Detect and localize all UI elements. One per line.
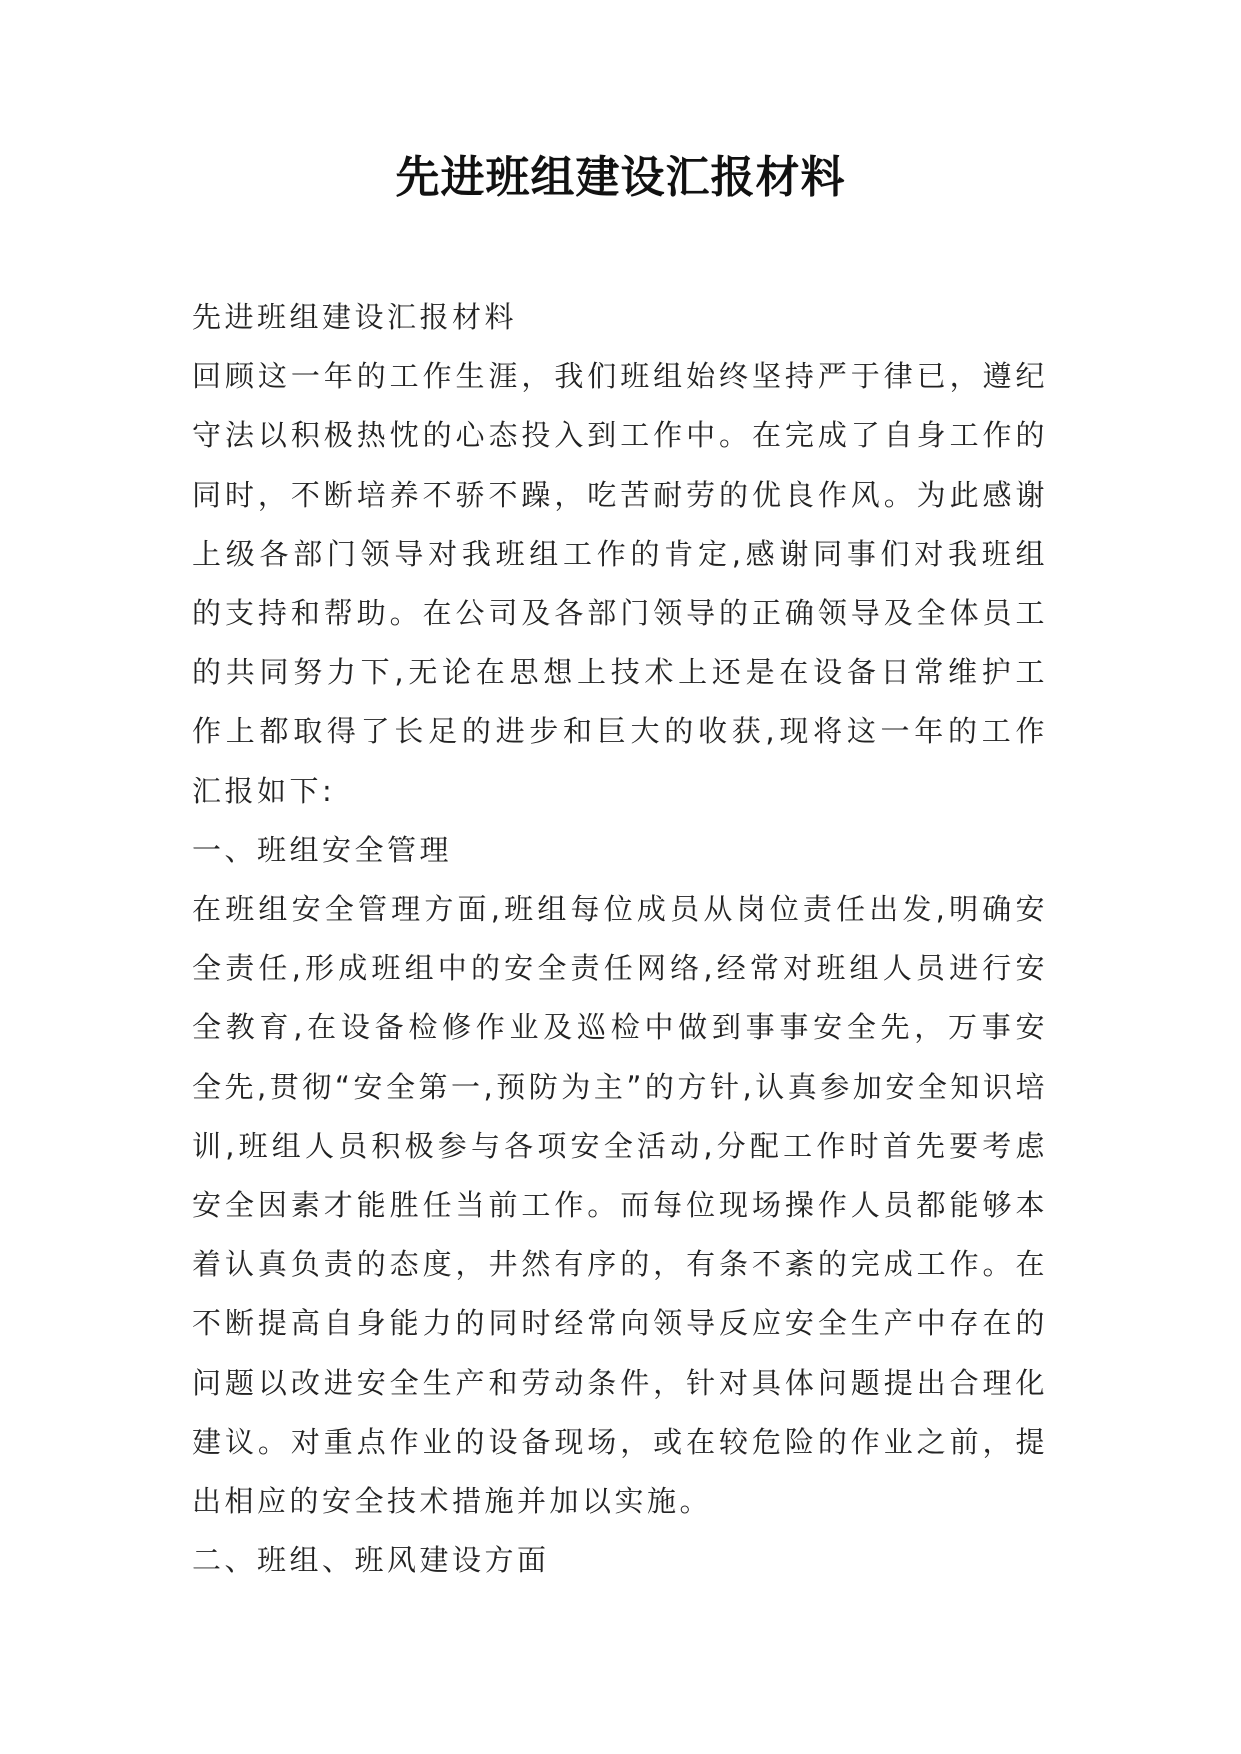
section-heading-team-style: 二、班组、班风建设方面 [192,1543,550,1578]
subtitle-line: 先进班组建设汇报材料 [192,300,518,334]
section-heading-safety: 一、班组安全管理 [192,832,453,867]
document-title: 先进班组建设汇报材料 [395,152,846,203]
intro-paragraph: 回顾这一年的工作生涯，我们班组始终坚持严于律已，遵纪守法以积极热忱的心态投入到工作中。在完成了自身工作的同时，不断培养不骄不躁，吃苦耐劳的优良作风。为此感谢上级各部门领导对我班组工作的肯定,感谢同事们对我班组的支持和帮助。在公司及各部门领导的正确领导及全体员工的共同努力下,无论在思想上技术上还是在设备日常维护工作上都取得了长足的进步和巨大的收获,现将这一年的工作汇报如下: [192,359,1048,808]
safety-paragraph: 在班组安全管理方面,班组每位成员从岗位责任出发,明确安全责任,形成班组中的安全责任网络,经常对班组人员进行安全教育,在设备检修作业及巡检中做到事事安全先，万事安全先,贯彻“安全第一,预防为主”的方针,认真参加安全知识培训,班组人员积极参与各项安全活动,分配工作时首先要考虑安全因素才能胜任当前工作。而每位现场操作人员都能够本着认真负责的态度，井然有序的，有条不紊的完成工作。在不断提高自身能力的同时经常向领导反应安全生产中存在的问题以改进安全生产和劳动条件，针对具体问题提出合理化建议。对重点作业的设备现场，或在较危险的作业之前，提出相应的安全技术措施并加以实施。 [192,892,1048,1519]
document-body [192,288,1048,1590]
